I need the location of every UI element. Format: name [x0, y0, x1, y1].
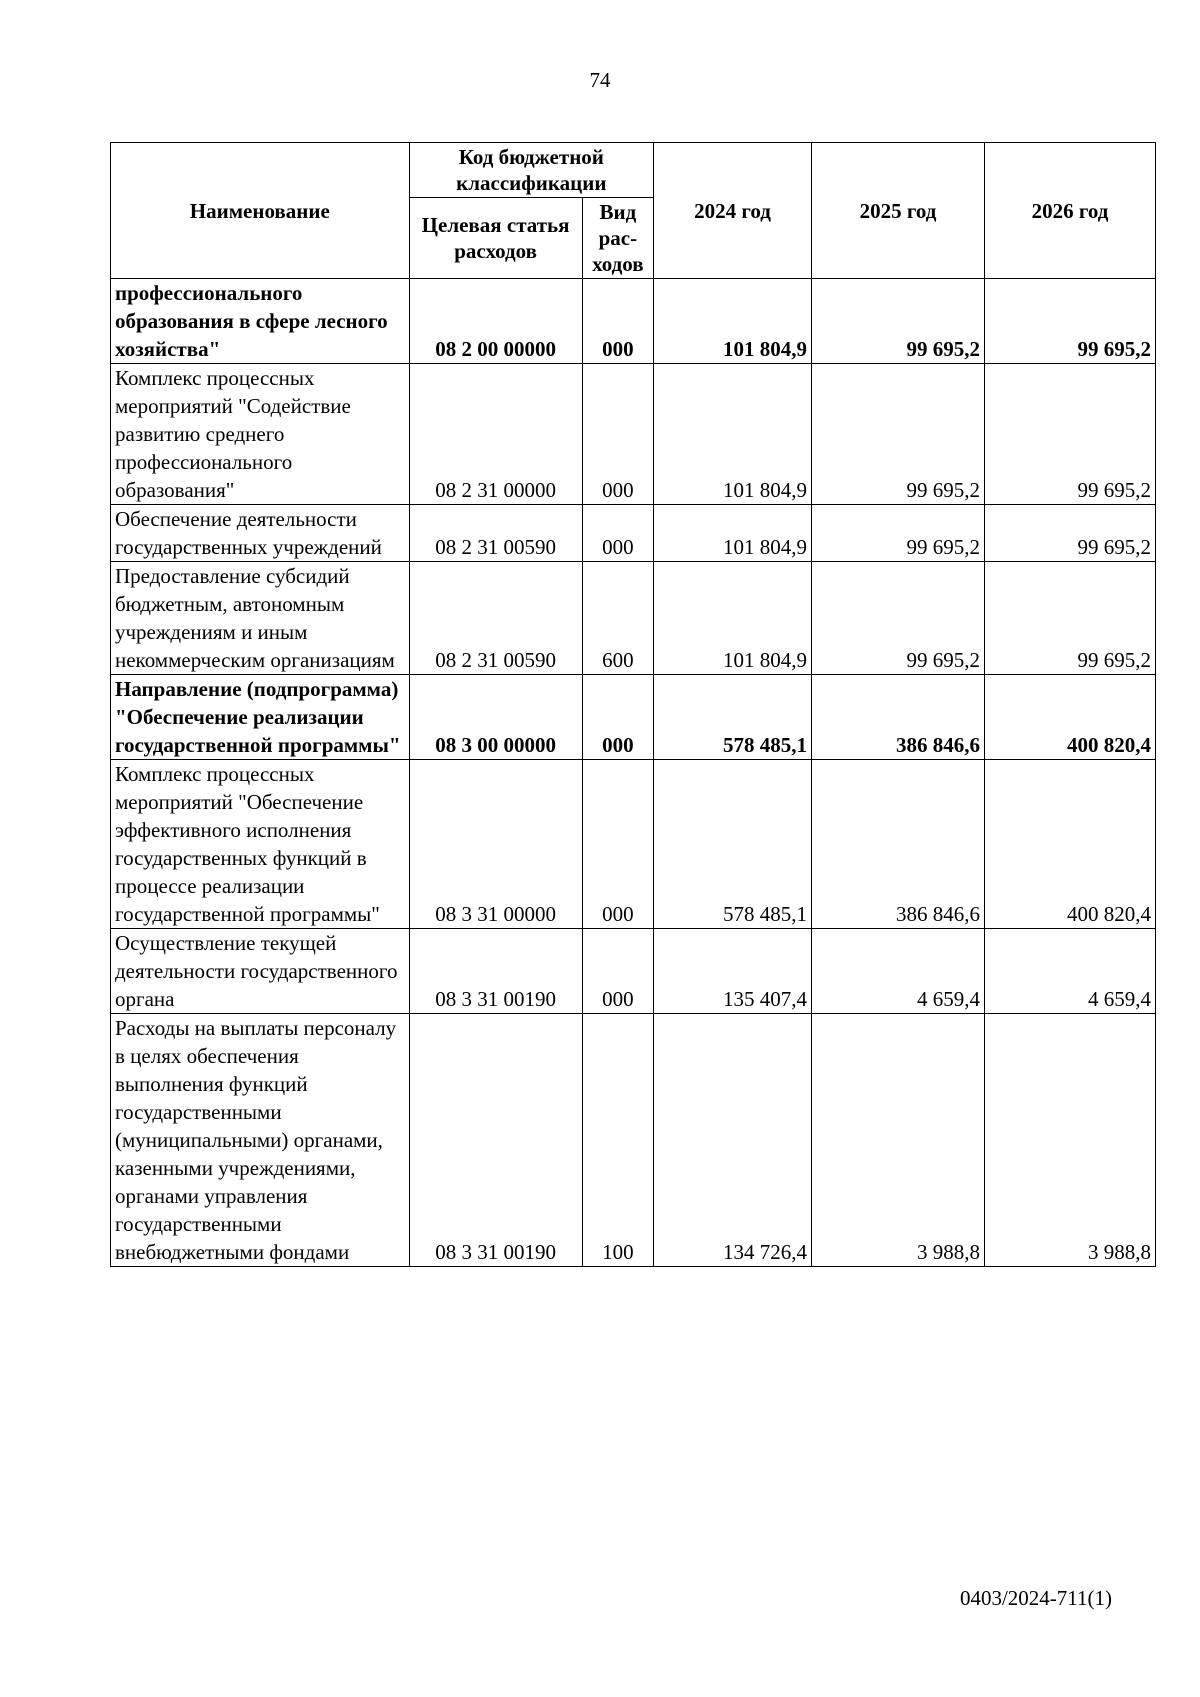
- page-number: 74: [589, 68, 611, 92]
- row-name: Расходы на выплаты персоналу в целях обеспечения выполнения функций государственными (муниципальными) органами, казенными учреждениями, органами управления государственными внебюджетными фондами: [111, 1014, 410, 1267]
- row-year-2024: 134 726,4: [654, 1014, 812, 1267]
- table-row: [111, 1014, 1156, 1267]
- row-expense-type: 000: [582, 364, 653, 505]
- row-year-2026: 99 695,2: [985, 279, 1156, 364]
- row-target-article: 08 2 31 00590: [409, 505, 582, 562]
- row-name: Комплекс процессных мероприятий "Содействие развитию среднего профессионального образования": [111, 364, 410, 505]
- header-year-2024: 2024 год: [654, 143, 812, 279]
- row-target-article: 08 3 00 00000: [409, 675, 582, 760]
- row-year-2025: 3 988,8: [811, 1014, 984, 1267]
- table-row: [111, 364, 1156, 505]
- row-name: Направление (подпрограмма) "Обеспечение реализации государственной программы": [111, 675, 410, 760]
- table-row: [111, 279, 1156, 364]
- row-expense-type: 100: [582, 1014, 653, 1267]
- table-row: [111, 505, 1156, 562]
- row-target-article: 08 2 31 00000: [409, 364, 582, 505]
- row-name: Предоставление субсидий бюджетным, автономным учреждениям и иным некоммерческим организациям: [111, 562, 410, 675]
- row-year-2026: 4 659,4: [985, 929, 1156, 1014]
- row-year-2024: 101 804,9: [654, 562, 812, 675]
- row-target-article: 08 2 31 00590: [409, 562, 582, 675]
- header-target-article: Целевая статья расходов: [409, 198, 582, 279]
- row-expense-type: 000: [582, 505, 653, 562]
- document-reference: 0403/2024-711(1): [959, 1586, 1112, 1610]
- row-expense-type: 600: [582, 562, 653, 675]
- row-year-2025: 99 695,2: [811, 505, 984, 562]
- row-year-2026: 400 820,4: [985, 760, 1156, 929]
- row-year-2025: 386 846,6: [811, 675, 984, 760]
- budget-table: [110, 142, 1156, 1267]
- row-name: Комплекс процессных мероприятий "Обеспечение эффективного исполнения государственных функций в процессе реализации государственной программы": [111, 760, 410, 929]
- header-year-2026: 2026 год: [985, 143, 1156, 279]
- table-row: [111, 562, 1156, 675]
- row-year-2024: 578 485,1: [654, 760, 812, 929]
- row-year-2024: 578 485,1: [654, 675, 812, 760]
- row-year-2025: 99 695,2: [811, 279, 984, 364]
- row-year-2026: 99 695,2: [985, 364, 1156, 505]
- row-expense-type: 000: [582, 279, 653, 364]
- row-expense-type: 000: [582, 760, 653, 929]
- row-year-2026: 99 695,2: [985, 505, 1156, 562]
- row-year-2025: 4 659,4: [811, 929, 984, 1014]
- table-header: [111, 143, 1156, 279]
- row-expense-type: 000: [582, 929, 653, 1014]
- row-target-article: 08 3 31 00000: [409, 760, 582, 929]
- row-year-2026: 400 820,4: [985, 675, 1156, 760]
- row-name: Обеспечение деятельности государственных учреждений: [111, 505, 410, 562]
- row-year-2025: 386 846,6: [811, 760, 984, 929]
- header-expense-type: Вид рас-ходов: [582, 198, 653, 279]
- row-target-article: 08 3 31 00190: [409, 929, 582, 1014]
- table-row: [111, 675, 1156, 760]
- header-year-2025: 2025 год: [811, 143, 984, 279]
- row-year-2024: 135 407,4: [654, 929, 812, 1014]
- header-budget-code: Код бюджетной классификации: [409, 143, 653, 198]
- row-target-article: 08 2 00 00000: [409, 279, 582, 364]
- row-year-2026: 99 695,2: [985, 562, 1156, 675]
- row-year-2025: 99 695,2: [811, 562, 984, 675]
- row-name: профессионального образования в сфере лесного хозяйства": [111, 279, 410, 364]
- table-row: [111, 929, 1156, 1014]
- row-year-2024: 101 804,9: [654, 364, 812, 505]
- row-year-2026: 3 988,8: [985, 1014, 1156, 1267]
- row-year-2025: 99 695,2: [811, 364, 984, 505]
- row-name: Осуществление текущей деятельности государственного органа: [111, 929, 410, 1014]
- row-year-2024: 101 804,9: [654, 279, 812, 364]
- table-row: [111, 760, 1156, 929]
- row-year-2024: 101 804,9: [654, 505, 812, 562]
- table-body: [111, 279, 1156, 1267]
- row-expense-type: 000: [582, 675, 653, 760]
- row-target-article: 08 3 31 00190: [409, 1014, 582, 1267]
- header-name: Наименование: [111, 143, 410, 279]
